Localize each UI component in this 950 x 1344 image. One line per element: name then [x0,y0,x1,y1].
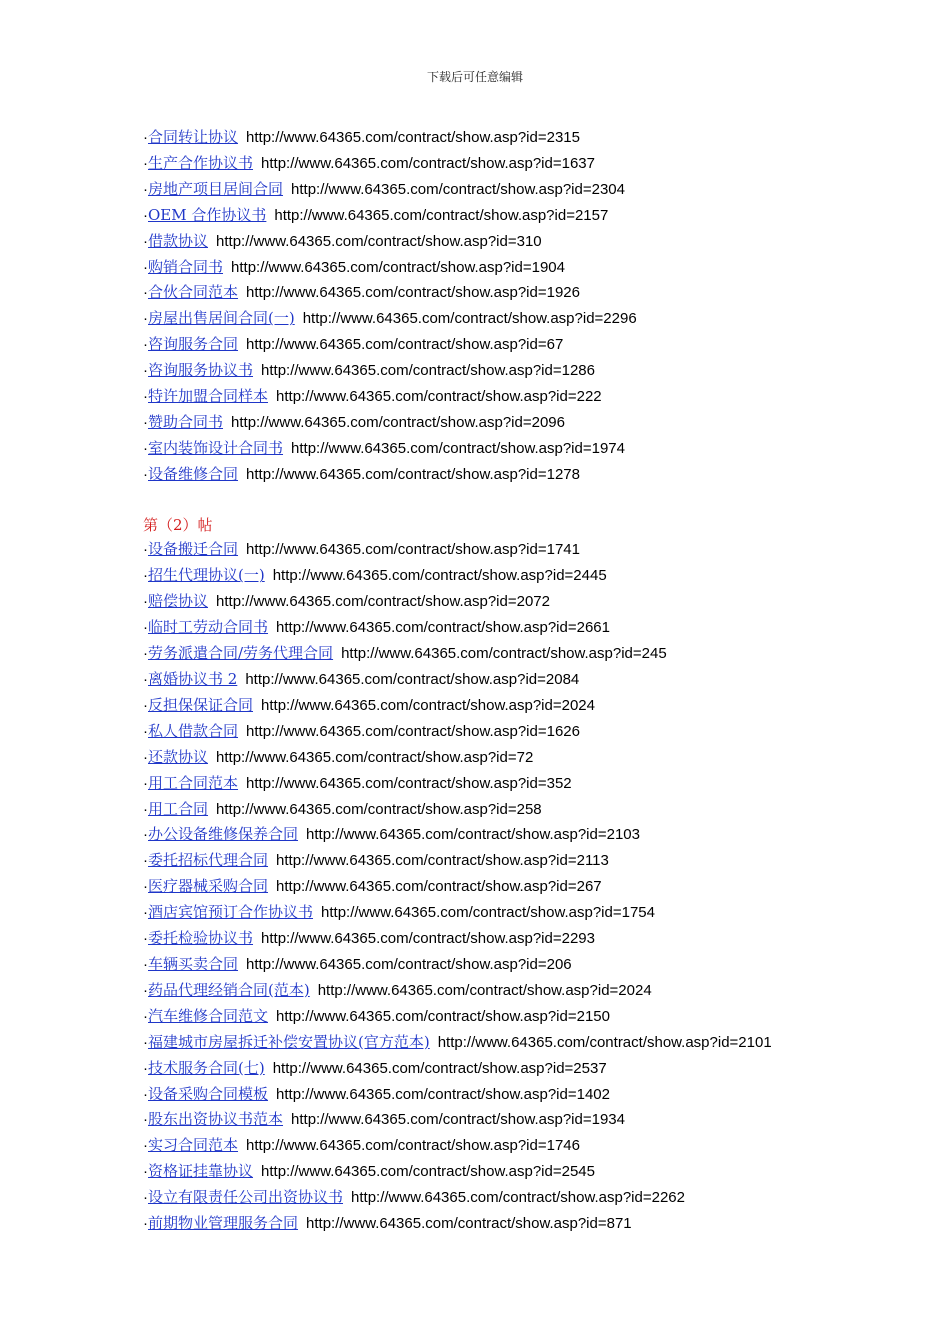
contract-url: http://www.64365.com/contract/show.asp?id=1741 [246,541,580,559]
list-item [143,1107,813,1133]
list-item [143,125,813,151]
contract-title-link[interactable]: 临时工劳动合同书 [148,618,269,637]
list-item [143,1211,813,1237]
list-item [143,745,813,771]
contract-title-link[interactable]: 房地产项目居间合同 [148,179,284,198]
contract-title-link[interactable]: 设备采购合同模板 [148,1084,269,1103]
contract-list-section-1 [143,125,813,488]
bullet-dot: · [143,258,148,276]
contract-title-link[interactable]: 咨询服务合同 [148,335,239,354]
list-item [143,203,813,229]
bullet-dot: · [143,722,148,740]
contract-title-link[interactable]: 合同转让协议 [148,128,239,146]
bullet-dot: · [143,1163,148,1181]
contract-title-link[interactable]: 招生代理协议(一) [148,566,265,585]
contract-url: http://www.64365.com/contract/show.asp?id=2304 [291,180,625,198]
list-item [143,900,813,926]
bullet-dot: · [143,619,148,637]
contract-title-link[interactable]: 反担保保证合同 [148,695,254,714]
contract-title-link[interactable]: 用工合同 [148,799,209,818]
bullet-dot: · [143,284,148,302]
bullet-dot: · [143,1033,148,1051]
bullet-dot: · [143,336,148,354]
bullet-dot: · [143,180,148,198]
contract-url: http://www.64365.com/contract/show.asp?id=72 [216,748,534,766]
contract-title-link[interactable]: 室内装饰设计合同书 [148,438,284,457]
contract-title-link[interactable]: 车辆买卖合同 [148,954,239,973]
contract-url: http://www.64365.com/contract/show.asp?id=2101 [437,1033,772,1051]
contract-url: http://www.64365.com/contract/show.asp?id=2661 [276,619,610,637]
contract-url: http://www.64365.com/contract/show.asp?id=2113 [276,852,609,870]
contract-url: http://www.64365.com/contract/show.asp?id=245 [341,645,667,663]
bullet-dot: · [143,154,148,172]
bullet-dot: · [143,1059,148,1077]
contract-url: http://www.64365.com/contract/show.asp?id=2537 [272,1059,607,1077]
contract-title-link[interactable]: 房屋出售居间合同(一) [148,309,295,328]
section-heading: 第（2）帖 [143,515,213,534]
contract-url: http://www.64365.com/contract/show.asp?id=871 [306,1215,632,1233]
bullet-dot: · [143,904,148,922]
contract-url: http://www.64365.com/contract/show.asp?id=1626 [246,722,580,740]
list-item [143,1056,813,1082]
list-item [143,693,813,719]
bullet-dot: · [143,930,148,948]
contract-title-link[interactable]: 还款协议 [148,747,209,766]
bullet-dot: · [143,748,148,766]
bullet-dot: · [143,413,148,431]
contract-title-link[interactable]: 股东出资协议书范本 [148,1110,284,1129]
contract-url: http://www.64365.com/contract/show.asp?id=2293 [261,930,595,948]
list-item [143,926,813,952]
list-item [143,280,813,306]
contract-title-link[interactable]: 福建城市房屋拆迁补偿安置协议(官方范本) [148,1032,430,1051]
contract-title-link[interactable]: 资格证挂靠协议 [148,1162,254,1181]
contract-title-link[interactable]: 赞助合同书 [148,412,224,431]
list-item [143,771,813,797]
contract-url: http://www.64365.com/contract/show.asp?id=2445 [272,567,607,585]
contract-url: http://www.64365.com/contract/show.asp?id=1926 [246,284,580,302]
contract-title-link[interactable]: 前期物业管理服务合同 [148,1214,299,1233]
contract-url: http://www.64365.com/contract/show.asp?id=222 [276,388,602,406]
list-item [143,615,813,641]
bullet-dot: · [143,1111,148,1129]
contract-title-link[interactable]: 酒店宾馆预订合作协议书 [148,903,314,922]
list-item [143,874,813,900]
contract-title-link[interactable]: 设备搬迁合同 [148,540,239,559]
bullet-dot: · [143,310,148,328]
list-item [143,667,813,693]
contract-url: http://www.64365.com/contract/show.asp?id=258 [216,800,542,818]
contract-url: http://www.64365.com/contract/show.asp?id=2150 [276,1007,610,1025]
bullet-dot: · [143,206,148,224]
contract-title-link[interactable]: 合伙合同范本 [148,283,239,302]
page-header: 下载后可任意编辑 [426,70,523,84]
list-item [143,563,813,589]
contract-title-link[interactable]: 委托招标代理合同 [148,851,269,870]
list-item [143,1159,813,1185]
contract-url: http://www.64365.com/contract/show.asp?id=2024 [261,696,595,714]
contract-title-link[interactable]: 设备维修合同 [148,464,239,483]
bullet-dot: · [143,1215,148,1233]
contract-title-link[interactable]: 借款协议 [148,231,209,250]
document-body [143,125,813,1237]
contract-url: http://www.64365.com/contract/show.asp?id=1934 [291,1111,625,1129]
contract-title-link[interactable]: 药品代理经销合同(范本) [148,980,310,999]
contract-url: http://www.64365.com/contract/show.asp?id=2096 [231,413,565,431]
list-item [143,719,813,745]
list-item [143,151,813,177]
contract-url: http://www.64365.com/contract/show.asp?id=1904 [231,258,565,276]
bullet-dot: · [143,981,148,999]
list-item [143,1133,813,1159]
bullet-dot: · [143,541,148,559]
bullet-dot: · [143,129,148,146]
list-item [143,797,813,823]
bullet-dot: · [143,1189,148,1207]
list-item [143,1082,813,1108]
contract-url: http://www.64365.com/contract/show.asp?id=2315 [246,129,580,146]
contract-title-link[interactable]: 私人借款合同 [148,721,239,740]
list-item [143,952,813,978]
bullet-dot: · [143,826,148,844]
contract-title-link[interactable]: 购销合同书 [148,257,224,276]
contract-title-link[interactable]: 特许加盟合同样本 [148,387,269,406]
contract-url: http://www.64365.com/contract/show.asp?id=1746 [246,1137,580,1155]
contract-title-link[interactable]: 生产合作协议书 [148,153,254,172]
list-item [143,177,813,203]
contract-url: http://www.64365.com/contract/show.asp?id=310 [216,232,542,250]
bullet-dot: · [143,1085,148,1103]
contract-url: http://www.64365.com/contract/show.asp?id=2157 [274,206,609,224]
contract-url: http://www.64365.com/contract/show.asp?id=1402 [276,1085,610,1103]
contract-url: http://www.64365.com/contract/show.asp?id=1278 [246,465,580,483]
bullet-dot: · [143,800,148,818]
contract-url: http://www.64365.com/contract/show.asp?id=2103 [306,826,640,844]
contract-title-link[interactable]: 设立有限责任公司出资协议书 [148,1188,344,1207]
list-item [143,1185,813,1211]
contract-url: http://www.64365.com/contract/show.asp?id=67 [246,336,564,354]
bullet-dot: · [143,696,148,714]
list-item [143,589,813,615]
list-item [143,229,813,255]
bullet-dot: · [143,593,148,611]
list-item [143,255,813,281]
bullet-dot: · [143,955,148,973]
list-item [143,978,813,1004]
contract-url: http://www.64365.com/contract/show.asp?id=267 [276,878,602,896]
bullet-dot: · [143,439,148,457]
list-item [143,822,813,848]
bullet-dot: · [143,465,148,483]
bullet-dot: · [143,878,148,896]
contract-title-link[interactable]: OEM 合作协议书 [148,205,267,224]
contract-url: http://www.64365.com/contract/show.asp?id=1637 [261,154,595,172]
contract-url: http://www.64365.com/contract/show.asp?id=1754 [321,904,655,922]
contract-title-link[interactable]: 离婚协议书 2 [148,670,238,689]
contract-title-link[interactable]: 赔偿协议 [148,592,209,611]
list-item [143,537,813,563]
bullet-dot: · [143,362,148,380]
list-item [143,1030,813,1056]
list-item [143,358,813,384]
bullet-dot: · [143,645,148,663]
contract-title-link[interactable]: 实习合同范本 [148,1136,239,1155]
list-item [143,306,813,332]
contract-title-link[interactable]: 咨询服务协议书 [148,361,254,380]
contract-title-link[interactable]: 汽车维修合同范文 [148,1006,269,1025]
contract-url: http://www.64365.com/contract/show.asp?id=2262 [351,1189,685,1207]
contract-title-link[interactable]: 委托检验协议书 [148,929,254,948]
bullet-dot: · [143,388,148,406]
contract-url: http://www.64365.com/contract/show.asp?id=2545 [261,1163,595,1181]
bullet-dot: · [143,852,148,870]
contract-url: http://www.64365.com/contract/show.asp?id=2072 [216,593,550,611]
contract-url: http://www.64365.com/contract/show.asp?id=2084 [245,671,580,689]
bullet-dot: · [143,774,148,792]
contract-url: http://www.64365.com/contract/show.asp?id=1974 [291,439,625,457]
bullet-dot: · [143,232,148,250]
contract-url: http://www.64365.com/contract/show.asp?id=2296 [302,310,637,328]
list-item [143,384,813,410]
contract-title-link[interactable]: 办公设备维修保养合同 [148,825,299,844]
list-item [143,332,813,358]
bullet-dot: · [143,567,148,585]
contract-title-link[interactable]: 医疗器械采购合同 [148,877,269,896]
contract-title-link[interactable]: 技术服务合同(七) [148,1058,265,1077]
list-item [143,641,813,667]
contract-url: http://www.64365.com/contract/show.asp?id=206 [246,955,572,973]
list-item [143,436,813,462]
contract-title-link[interactable]: 劳务派遣合同/劳务代理合同 [148,644,334,663]
contract-url: http://www.64365.com/contract/show.asp?id=352 [246,774,572,792]
list-item [143,410,813,436]
list-item [143,1004,813,1030]
list-item [143,848,813,874]
blank-line [143,488,813,513]
contract-list-section-2 [143,537,813,1236]
bullet-dot: · [143,1137,148,1155]
bullet-dot: · [143,1007,148,1025]
contract-url: http://www.64365.com/contract/show.asp?id=1286 [261,362,595,380]
contract-title-link[interactable]: 用工合同范本 [148,773,239,792]
bullet-dot: · [143,671,148,689]
list-item [143,462,813,488]
contract-url: http://www.64365.com/contract/show.asp?id=2024 [317,981,652,999]
